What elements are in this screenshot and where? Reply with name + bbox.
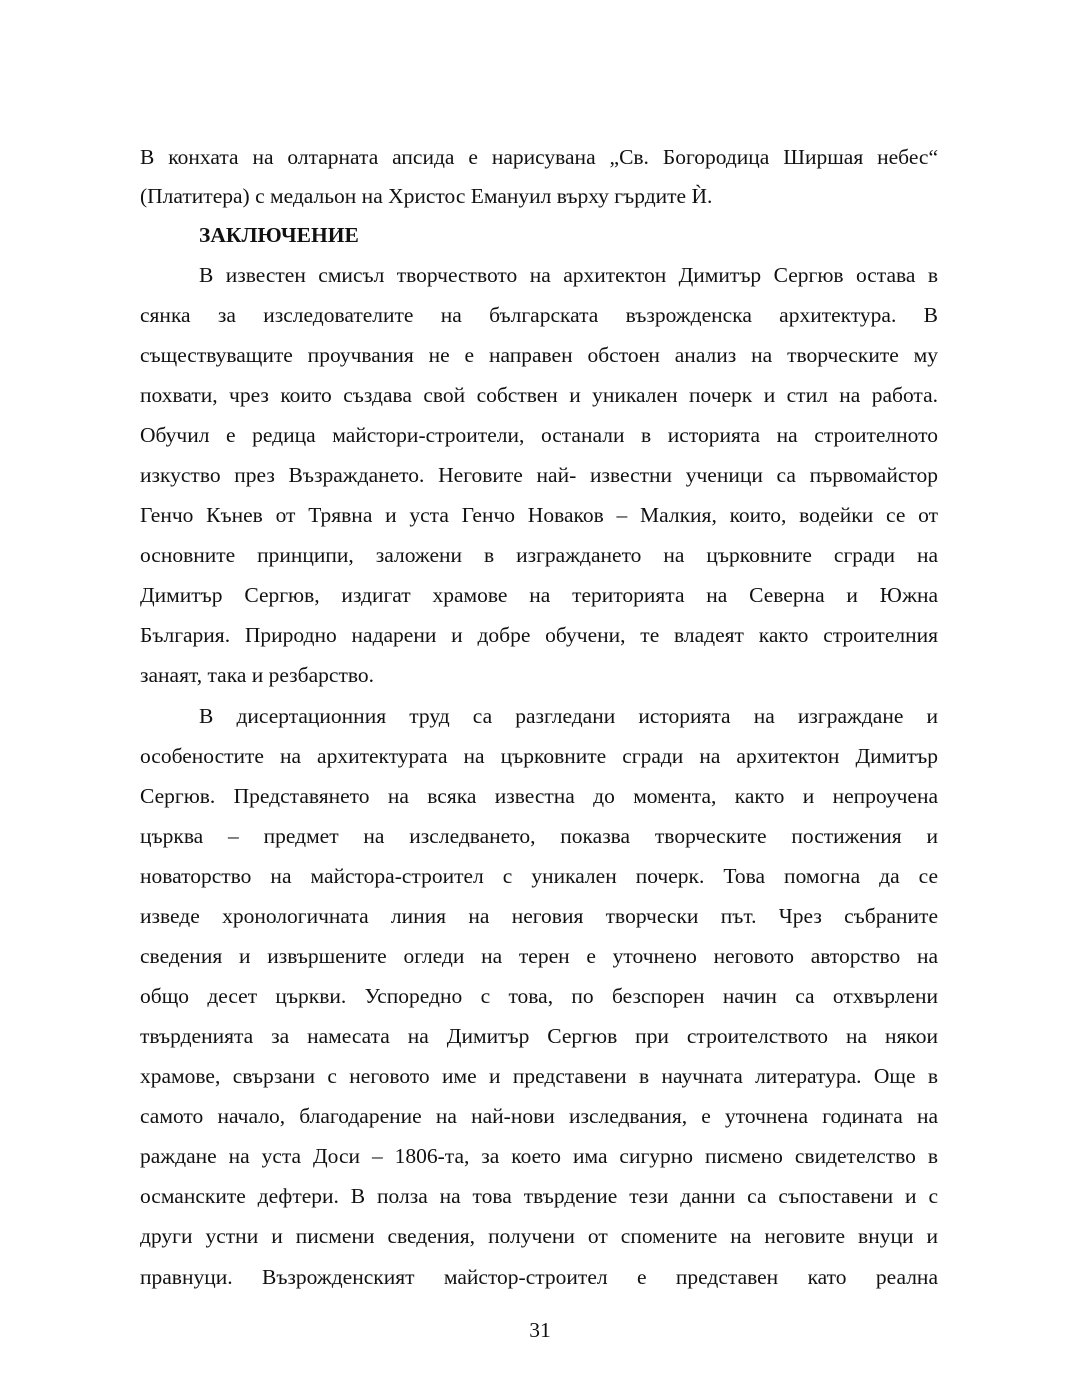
text-line: В конхата на олтарната апсида е нарисувана „Св. Богородица Ширшая небес“ bbox=[140, 145, 938, 169]
text-line: раждане на уста Доси – 1806-та, за което има сигурно писмено свидетелство в bbox=[140, 1144, 938, 1168]
text-line: България. Природно надарени и добре обучени, те владеят както строителния bbox=[140, 623, 938, 647]
text-line: похвати, чрез които създава свой собствен и уникален почерк и стил на работа. bbox=[140, 383, 938, 407]
text-line: сведения и извършените огледи на терен е уточнено неговото авторство на bbox=[140, 944, 938, 968]
text-line: сянка за изследователите на българската възрожденска архитектура. В bbox=[140, 303, 938, 327]
text-line: съществуващите проучвания не е направен обстоен анализ на творческите му bbox=[140, 343, 938, 367]
page-number: 31 bbox=[529, 1318, 551, 1342]
text-line: твърденията за намесата на Димитър Сергюв при строителството на някои bbox=[140, 1024, 938, 1048]
text-line: правнуци. Възрожденският майстор-строител е представен като реална bbox=[140, 1265, 938, 1289]
text-line: новаторство на майстора-строител с уникален почерк. Това помогна да се bbox=[140, 864, 938, 888]
text-line: основните принципи, заложени в изграждането на църковните сгради на bbox=[140, 543, 938, 567]
text-line: църква – предмет на изследването, показва творческите постижения и bbox=[140, 824, 938, 848]
text-line: самото начало, благодарение на най-нови изследвания, е уточнена годината на bbox=[140, 1104, 938, 1128]
text-line: В дисертационния труд са разгледани историята на изграждане и bbox=[199, 704, 938, 728]
text-line: храмове, свързани с неговото име и представени в научната литература. Още в bbox=[140, 1064, 938, 1088]
text-line: други устни и писмени сведения, получени от спомените на неговите внуци и bbox=[140, 1224, 938, 1248]
text-line: изведе хронологичната линия на неговия творчески път. Чрез събраните bbox=[140, 904, 938, 928]
text-line: особеностите на архитектурата на църковните сгради на архитектон Димитър bbox=[140, 744, 938, 768]
text-line: османските дефтери. В полза на това твърдение тези данни са съпоставени и с bbox=[140, 1184, 938, 1208]
text-line: Генчо Кънев от Трявна и уста Генчо Новаков – Малкия, които, водейки се от bbox=[140, 503, 938, 527]
text-line: занаят, така и резбарство. bbox=[140, 663, 374, 687]
section-heading: ЗАКЛЮЧЕНИЕ bbox=[199, 223, 359, 247]
text-line: Димитър Сергюв, издигат храмове на територията на Северна и Южна bbox=[140, 583, 938, 607]
text-line: В известен смисъл творчеството на архитектон Димитър Сергюв остава в bbox=[199, 263, 938, 287]
text-line: Обучил е редица майстори-строители, останали в историята на строителното bbox=[140, 423, 938, 447]
text-line: изкуство през Възраждането. Неговите най- известни ученици са първомайстор bbox=[140, 463, 938, 487]
text-line: общо десет църкви. Успоредно с това, по безспорен начин са отхвърлени bbox=[140, 984, 938, 1008]
text-line: Сергюв. Представянето на всяка известна до момента, както и непроучена bbox=[140, 784, 938, 808]
text-line: (Платитера) с медальон на Христос Емануил върху гърдите Ѝ. bbox=[140, 184, 713, 208]
